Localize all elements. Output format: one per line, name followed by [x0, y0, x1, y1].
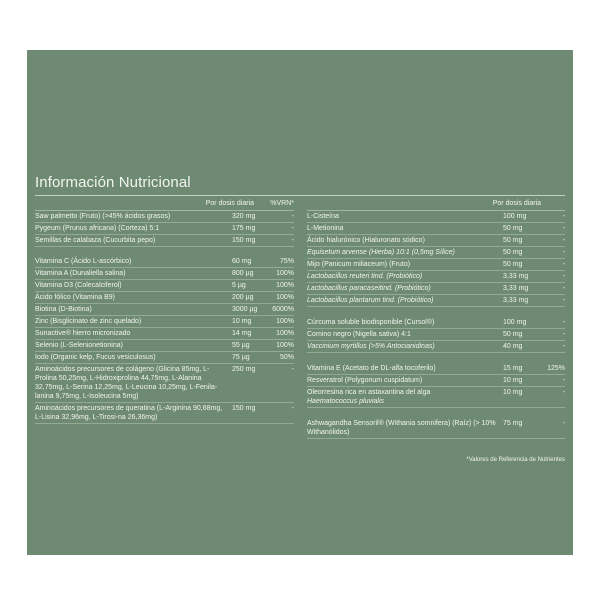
- vrn-header: %VRN*: [270, 200, 294, 207]
- nutrient-name: [307, 419, 503, 437]
- table-row: [307, 418, 565, 439]
- vrn-value: -: [562, 420, 565, 427]
- nutrient-name-text: Biotina (D-Biotina): [35, 306, 92, 313]
- nutrient-name: [35, 269, 232, 278]
- table-row: [307, 247, 565, 259]
- nutrient-name: [307, 318, 503, 327]
- nutrient-name-text: Saw palmetto (Fruto) (>45% ácidos grasos): [35, 213, 171, 220]
- nutrient-name-text: Lactobacillus reuteri tind. (Probiótico): [307, 273, 423, 280]
- vrn-value: -: [291, 405, 294, 412]
- table-row: [307, 223, 565, 235]
- vrn-value: -: [562, 297, 565, 304]
- nutrient-name-text: Pygeum (Prunus africana) (Corteza) 5:1: [35, 225, 160, 232]
- nutrient-name-text: L-Cisteína: [307, 213, 339, 220]
- vrn-value: -: [291, 366, 294, 373]
- dose-value: 3,33 mg: [503, 285, 529, 292]
- nutrient-name-text: Sunactive® hierro micronizado: [35, 330, 131, 337]
- dose-value: 250 mg: [232, 366, 256, 373]
- table-row: [35, 268, 294, 280]
- nutrient-name: [307, 212, 503, 221]
- nutrient-name-text: Vitamina C (Ácido L-ascórbico): [35, 258, 132, 265]
- dose-value: 50 mg: [503, 249, 523, 256]
- page-title: Información Nutricional: [35, 174, 191, 191]
- vrn-value: 100%: [276, 330, 294, 337]
- nutrient-name: [35, 341, 232, 350]
- left-table-header: [35, 198, 294, 211]
- nutrient-name: [35, 365, 232, 401]
- nutrient-name-text: Equisetum arvense (Hierba) 10:1 (0,5mg Sílice): [307, 249, 455, 256]
- nutrient-name-text: Ácido fólico (Vitamina B9): [35, 294, 116, 301]
- vrn-value: -: [562, 237, 565, 244]
- dose-value: 100 mg: [503, 319, 527, 326]
- table-row: [35, 292, 294, 304]
- vrn-value: 100%: [276, 318, 294, 325]
- dose-value: 320 mg: [232, 213, 256, 220]
- dose-value: 3,33 mg: [503, 297, 529, 304]
- table-row: [35, 223, 294, 235]
- nutrient-name-text: Aminoácidos precursores de queratina (L-Arginina 90,68mg, L-Lisina 32,96mg, L-Tirosi-na 26,36mg): [35, 405, 223, 421]
- nutrient-name: [35, 293, 232, 302]
- vrn-value: -: [562, 377, 565, 384]
- vrn-value: 125%: [547, 365, 565, 372]
- nutrient-name: [307, 284, 503, 293]
- right-table-header: [307, 198, 565, 211]
- dose-value: 40 mg: [503, 343, 523, 350]
- group-spacer: [307, 353, 565, 363]
- group-spacer: [307, 307, 565, 317]
- nutrient-name-text: Vitamina E (Acetato de DL-alfa tocoferilo): [307, 365, 436, 372]
- dose-value: 15 mg: [503, 365, 523, 372]
- nutrient-name-text: Comino negro (Nigella sativa) 4:1: [307, 331, 411, 338]
- table-row: [307, 341, 565, 353]
- dose-value: 200 µg: [232, 294, 254, 301]
- nutrient-name-text: Mijo (Panicum miliaceum) (Fruto): [307, 261, 411, 268]
- nutrient-name-latin: Haematococcus pluvialis: [307, 398, 385, 405]
- nutrient-name-text: Ashwagandha Sensoril® (Withania somnifera) (Raíz) (> 10% Withanólidos): [307, 420, 496, 436]
- table-row: [35, 280, 294, 292]
- dose-value: 50 mg: [503, 225, 523, 232]
- nutrient-name: [35, 224, 232, 233]
- nutrient-name: [307, 272, 503, 281]
- nutrient-name-text: Selenio (L-Selenionetionina): [35, 342, 123, 349]
- nutrition-panel: [27, 50, 573, 555]
- table-row: [35, 364, 294, 403]
- nutrient-name-text: Cúrcuma soluble biodisponible (Cursol®): [307, 319, 435, 326]
- table-row: [35, 304, 294, 316]
- dose-value: 50 mg: [503, 237, 523, 244]
- table-row: [307, 295, 565, 307]
- dose-value: 800 µg: [232, 270, 254, 277]
- vrn-value: -: [291, 225, 294, 232]
- nutrient-name: [35, 404, 232, 422]
- vrn-value: 100%: [276, 342, 294, 349]
- vrn-value: -: [562, 389, 565, 396]
- nutrient-name-text: Ácido hialurónico (Hialuronato sódico): [307, 237, 425, 244]
- nutrient-name-text: Semillas de calabaza (Cucurbita pepo): [35, 237, 156, 244]
- nutrient-name: [35, 329, 232, 338]
- nutrient-name: [35, 305, 232, 314]
- dose-value: 150 mg: [232, 405, 256, 412]
- left-column: [35, 198, 294, 424]
- vrn-value: -: [562, 343, 565, 350]
- group-spacer: [35, 247, 294, 256]
- table-row: [35, 211, 294, 223]
- nutrient-name: [307, 330, 503, 339]
- nutrient-name: [35, 281, 232, 290]
- table-row: [307, 235, 565, 247]
- nutrient-name: [307, 376, 503, 385]
- nutrient-name-text: Vaccinium myrtillus (>5% Antocianidinas): [307, 343, 435, 350]
- right-table-body: [307, 211, 565, 439]
- table-row: [35, 340, 294, 352]
- dose-value: 14 mg: [232, 330, 252, 337]
- nutrient-name: [35, 212, 232, 221]
- vrn-value: 50%: [279, 354, 294, 361]
- table-row: [35, 316, 294, 328]
- dose-value: 10 mg: [503, 377, 523, 384]
- nutrient-name: [307, 388, 503, 406]
- vrn-value: 100%: [276, 294, 294, 301]
- dose-value: 150 mg: [232, 237, 256, 244]
- vrn-value: -: [562, 261, 565, 268]
- nutrient-name-text: Oleorresina rica en astaxantina del alga: [307, 389, 431, 396]
- vrn-value: -: [291, 237, 294, 244]
- nutrient-name-text: Lactobacillus paracaseitind. (Probiótico): [307, 285, 431, 292]
- dose-value: 50 mg: [503, 331, 523, 338]
- dose-value: 50 mg: [503, 261, 523, 268]
- nutrient-name-text: Iodo (Organic kelp, Fucus vesiculosus): [35, 354, 156, 361]
- per-dose-header: Por dosis diaria: [492, 200, 541, 207]
- dose-value: 75 mg: [503, 420, 523, 427]
- table-row: [35, 403, 294, 424]
- nutrient-name-text: Vitamina D3 (Colecalciferol): [35, 282, 122, 289]
- nutrient-name-text: Zinc (Bisglicinato de zinc quelado): [35, 318, 142, 325]
- table-row: [307, 283, 565, 295]
- dose-value: 5 µg: [232, 282, 246, 289]
- nutrient-name-text: Resveratrol (Polygonum cuspidatum): [307, 377, 423, 384]
- vrn-value: -: [562, 249, 565, 256]
- nutrient-name-text: Lactobacillus plantarum tind. (Probiótico): [307, 297, 434, 304]
- nutrient-name: [307, 364, 503, 373]
- nutrient-name: [35, 257, 232, 266]
- table-row: [307, 317, 565, 329]
- table-row: [307, 259, 565, 271]
- vrn-value: 6000%: [272, 306, 294, 313]
- table-row: [307, 271, 565, 283]
- vrn-value: -: [562, 273, 565, 280]
- dose-value: 3,33 mg: [503, 273, 529, 280]
- table-row: [307, 375, 565, 387]
- footnote: *Valores de Referencia de Nutrientes: [466, 457, 565, 463]
- table-row: [35, 256, 294, 268]
- vrn-value: 100%: [276, 282, 294, 289]
- dose-value: 10 mg: [503, 389, 523, 396]
- table-row: [307, 211, 565, 223]
- nutrient-name: [35, 236, 232, 245]
- vrn-value: -: [562, 213, 565, 220]
- vrn-value: -: [562, 331, 565, 338]
- group-spacer: [307, 408, 565, 418]
- dose-value: 10 mg: [232, 318, 252, 325]
- vrn-value: 75%: [279, 258, 294, 265]
- dose-value: 75 µg: [232, 354, 250, 361]
- dose-value: 3000 µg: [232, 306, 258, 313]
- vrn-value: -: [562, 225, 565, 232]
- dose-value: 100 mg: [503, 213, 527, 220]
- dose-value: 175 mg: [232, 225, 256, 232]
- nutrient-name: [307, 236, 503, 245]
- nutrient-name: [35, 317, 232, 326]
- nutrient-name: [35, 353, 232, 362]
- dose-value: 60 mg: [232, 258, 252, 265]
- nutrient-name-text: Aminoácidos precursores de colágeno (Glicina 85mg, L-Prolina 50,25mg, L-Hidroxiprolina 44,75mg, L-Alanina 32,75mg, L-Serina 12,25mg, L-Leucina 10,25mg, L-Fenila-lanina 9,75mg, L-Isoleucina 5mg): [35, 366, 218, 400]
- nutrient-name: [307, 248, 503, 257]
- vrn-value: 100%: [276, 270, 294, 277]
- vrn-value: -: [562, 285, 565, 292]
- nutrient-name: [307, 224, 503, 233]
- nutrient-name-text: L-Metionina: [307, 225, 344, 232]
- table-row: [307, 329, 565, 341]
- right-column: [307, 198, 565, 439]
- nutrient-name-text: Vitamina A (Dunaliella salina): [35, 270, 126, 277]
- left-table-body: [35, 211, 294, 424]
- table-row: [35, 328, 294, 340]
- table-row: [35, 235, 294, 247]
- per-dose-header: Por dosis diaria: [205, 200, 254, 207]
- vrn-value: -: [562, 319, 565, 326]
- nutrient-name: [307, 260, 503, 269]
- table-row: [307, 363, 565, 375]
- table-row: [35, 352, 294, 364]
- table-row: [307, 387, 565, 408]
- vrn-value: -: [291, 213, 294, 220]
- nutrient-name: [307, 296, 503, 305]
- title-divider: [35, 195, 565, 196]
- dose-value: 55 µg: [232, 342, 250, 349]
- nutrient-name: [307, 342, 503, 351]
